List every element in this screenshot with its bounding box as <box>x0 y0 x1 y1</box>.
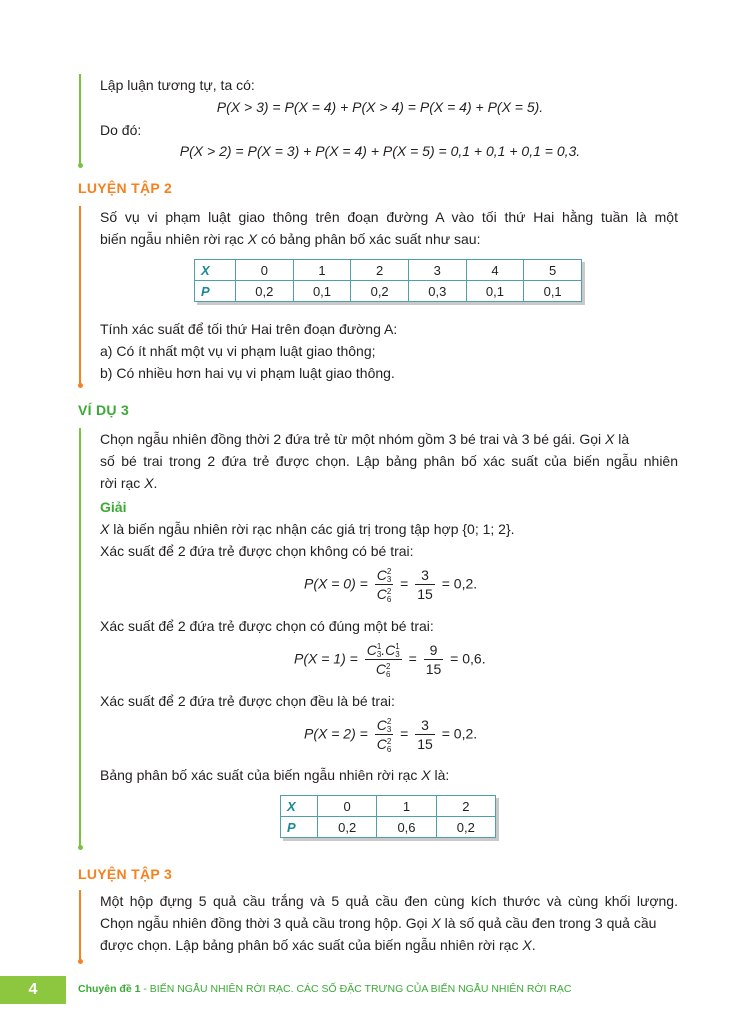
practice-2-margin-dot <box>78 383 83 388</box>
top-margin-dot <box>78 163 83 168</box>
table-cell: 3 <box>408 260 466 281</box>
table-row <box>195 260 582 281</box>
example-3-heading: VÍ DỤ 3 <box>78 402 130 418</box>
practice-3-heading: LUYỆN TẬP 3 <box>78 866 173 882</box>
practice-2-question-b: b) Có nhiều hơn hai vụ vi phạm luật giao thông. <box>100 365 395 381</box>
practice-3-text-3: được chọn. Lập bảng phân bố xác suất của biến ngẫu nhiên rời rạc X. <box>100 937 536 953</box>
top-line-2: Do đó: <box>100 122 142 138</box>
solution-line-3: Xác suất để 2 đứa trẻ được chọn có đúng một bé trai: <box>100 618 434 634</box>
formula-p1: P(X = 1) = C1 3.C1 3 C2 6 = $\frac{9}{15}$ = 0,6. <box>294 642 486 679</box>
top-equation-1: P(X > 3) = P(X = 4) + P(X > 4) = P(X = 4) + P(X = 5). <box>216 99 544 115</box>
table-row <box>281 796 496 817</box>
footer-chapter-title <box>78 983 572 995</box>
top-line-1: Lập luận tương tự, ta có: <box>100 77 255 93</box>
table-cell: 2 <box>436 796 495 817</box>
formula-p2-left: P(X = 2) = <box>304 725 368 742</box>
table-cell: 0,1 <box>524 281 582 302</box>
formula-p2-right: = 0,2. <box>441 725 478 742</box>
formula-p0-left: P(X = 0) = <box>304 575 368 592</box>
practice-2-text-2: biến ngẫu nhiên rời rạc X có bảng phân bố xác suất như sau: <box>100 231 481 247</box>
table-cell: 0,2 <box>351 281 409 302</box>
practice-2-text-1: Số vụ vi phạm luật giao thông trên đoạn đường A vào tối thứ Hai hằng tuần là một <box>100 209 678 225</box>
solution-label: Giải <box>100 499 127 515</box>
table-cell: 0,2 <box>436 817 495 838</box>
table-row <box>281 817 496 838</box>
footer-title: - BIẾN NGẪU NHIÊN RỜI RẠC. CÁC SỐ ĐẶC TRƯNG CỦA BIẾN NGẪU NHIÊN RỜI RẠC <box>140 983 572 995</box>
solution-line-2: Xác suất để 2 đứa trẻ được chọn không có bé trai: <box>100 543 414 559</box>
formula-p2-den: 15 <box>417 736 433 753</box>
practice-2-margin-bar <box>79 206 81 384</box>
solution-line-4: Xác suất để 2 đứa trẻ được chọn đều là bé trai: <box>100 693 395 709</box>
table-cell: 0,2 <box>318 817 377 838</box>
table-cell: 0 <box>318 796 377 817</box>
formula-p0-num: 3 <box>415 566 435 585</box>
practice-2-heading: LUYỆN TẬP 2 <box>78 180 173 196</box>
example-3-text-1: Chọn ngẫu nhiên đồng thời 2 đứa trẻ từ một nhóm gồm 3 bé trai và 3 bé gái. Gọi X là <box>100 431 630 447</box>
formula-p1-left: P(X = 1) = <box>294 650 358 667</box>
practice-2-distribution-table <box>194 259 582 302</box>
practice-3-text-2: Chọn ngẫu nhiên đồng thời 3 quả cầu trong hộp. Gọi X là số quả cầu đen trong 3 quả cầu <box>100 915 657 931</box>
table-cell: 0,2 <box>236 281 294 302</box>
practice-2-question-a: a) Có ít nhất một vụ vi phạm luật giao thông; <box>100 343 376 359</box>
table-cell: 1 <box>377 796 436 817</box>
practice-3-margin-bar <box>79 890 81 960</box>
table-cell: 0,1 <box>466 281 524 302</box>
table-x-label: X <box>195 260 236 281</box>
table-cell: 0,1 <box>293 281 351 302</box>
table-p-label: P <box>281 817 318 838</box>
table-cell: 2 <box>351 260 409 281</box>
formula-p2-num: 3 <box>415 716 435 735</box>
practice-2-question: Tính xác suất để tối thứ Hai trên đoạn đường A: <box>100 321 398 337</box>
top-equation-2: P(X > 2) = P(X = 3) + P(X = 4) + P(X = 5) = 0,1 + 0,1 + 0,1 = 0,3. <box>179 143 581 159</box>
table-cell: 0 <box>236 260 294 281</box>
table-cell: 4 <box>466 260 524 281</box>
table-row <box>195 281 582 302</box>
table-cell: 0,3 <box>408 281 466 302</box>
formula-p1-right: = 0,6. <box>450 650 486 667</box>
page-number: 4 <box>0 976 66 1004</box>
practice-3-margin-dot <box>78 959 83 964</box>
example-3-margin-bar <box>79 428 81 846</box>
formula-p0-den: 15 <box>417 586 433 603</box>
example-3-distribution-table <box>280 795 496 838</box>
example-3-margin-dot <box>78 845 83 850</box>
table-x-label: X <box>281 796 318 817</box>
practice-3-text-1: Một hộp đựng 5 quả cầu trắng và 5 quả cầu đen cùng kích thước và cùng khối lượng. <box>100 893 678 909</box>
solution-line-5: Bảng phân bố xác suất của biến ngẫu nhiên rời rạc X là: <box>100 767 450 783</box>
footer-chapter: Chuyên đề 1 <box>78 983 141 995</box>
formula-p2: P(X = 2) = C2 3 C2 6 = $\frac{3}{15}$ = 0,2. <box>304 717 478 754</box>
example-3-text-3: rời rạc X. <box>100 475 158 491</box>
formula-p0-right: = 0,2. <box>441 575 478 592</box>
formula-p1-num: 9 <box>424 641 444 660</box>
formula-p0: P(X = 0) = C2 3 C2 6 = $\frac{3}{15}$ = 0,2. <box>304 567 478 604</box>
formula-p1-den: 15 <box>425 661 442 678</box>
table-cell: 1 <box>293 260 351 281</box>
table-p-label: P <box>195 281 236 302</box>
solution-line-1: X là biến ngẫu nhiên rời rạc nhận các giá trị trong tập hợp {0; 1; 2}. <box>100 521 515 537</box>
table-cell: 5 <box>524 260 582 281</box>
example-3-text-2: số bé trai trong 2 đứa trẻ được chọn. Lập bảng phân bố xác suất của biến ngẫu nhiên <box>100 453 678 469</box>
table-cell: 0,6 <box>377 817 436 838</box>
